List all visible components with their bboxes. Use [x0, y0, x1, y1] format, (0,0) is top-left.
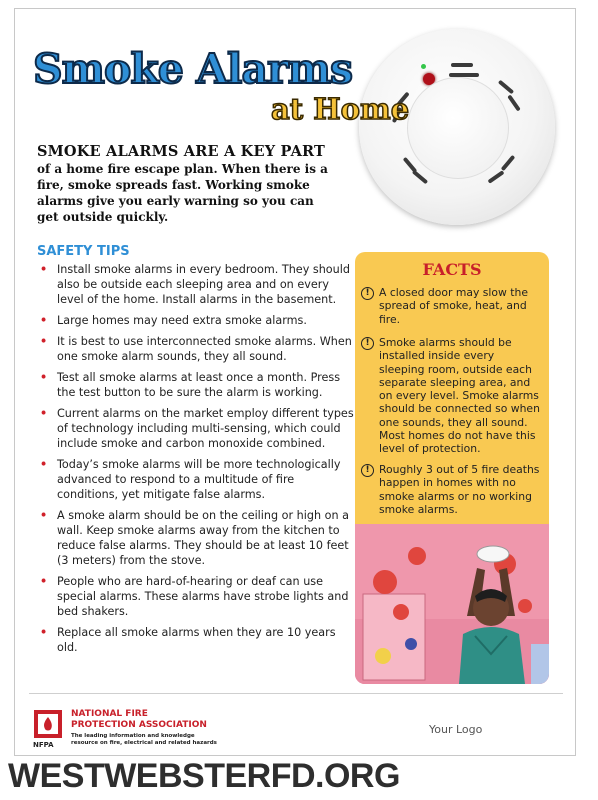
- fact-item: [361, 463, 543, 516]
- intro-body: of a home fire escape plan. When there is a fire, smoke spreads fast. Working smoke alarms give you early warning so you can get outside quickly.: [37, 162, 328, 224]
- fact-text: Smoke alarms should be installed inside every sleeping room, outside each separate sleeping area, and on every level. Smoke alarms should be connected so when one sounds, they all sound. Most homes do not have this level of protection.: [379, 336, 540, 456]
- list-item: • A smoke alarm should be on the ceiling or high on a wall. Keep smoke alarms away from the kitchen to reduce false alarms. They should be at least 10 feet (3 meters) from the stove.: [37, 508, 357, 568]
- list-item: • Today’s smoke alarms will be more technologically advanced to respond to a multitude of fire conditions, yet mitigate false alarms.: [37, 457, 357, 502]
- exclamation-icon: !: [361, 464, 374, 477]
- list-item: • Test all smoke alarms at least once a month. Press the test button to be sure the alarm is working.: [37, 370, 357, 400]
- fact-text: A closed door may slow the spread of smoke, heat, and fire.: [379, 286, 529, 326]
- fact-item: [361, 336, 543, 456]
- fact-text: Roughly 3 out of 5 fire deaths happen in homes with no smoke alarms or no working smoke alarms.: [379, 463, 540, 516]
- page-subtitle: at Home: [271, 92, 410, 126]
- org-name: NATIONAL FIRE PROTECTION ASSOCIATION: [71, 709, 207, 730]
- list-item: • People who are hard-of-hearing or deaf can use special alarms. These alarms have strobe lights and bed shakers.: [37, 574, 357, 619]
- site-watermark: WESTWEBSTERFD.ORG: [8, 757, 400, 795]
- illustration-art: [355, 524, 549, 684]
- person-testing-alarm-illustration: [355, 524, 549, 684]
- facts-heading: FACTS: [422, 260, 482, 279]
- green-led: [421, 64, 426, 69]
- list-item: • Current alarms on the market employ different types of technology including multi-sensing, which could include smoke and carbon monoxide combined.: [37, 406, 357, 451]
- list-item: • Replace all smoke alarms when they are 10 years old.: [37, 625, 357, 655]
- safety-tips-list: [37, 262, 357, 655]
- exclamation-icon: !: [361, 287, 374, 300]
- smoke-detector-image: [359, 29, 555, 225]
- org-tagline: The leading information and knowledge resource on fire, electrical and related hazards: [71, 733, 217, 746]
- intro-heading: SMOKE ALARMS ARE A KEY PART: [37, 143, 326, 160]
- page-title: Smoke Alarms: [33, 45, 353, 93]
- nfpa-logo-icon: [33, 709, 63, 743]
- list-item: • Install smoke alarms in every bedroom. They should also be outside each sleeping area and on every level of the home. Install alarms in the basement.: [37, 262, 357, 307]
- facts-box: [355, 252, 549, 524]
- list-item: • It is best to use interconnected smoke alarms. When one smoke alarm sounds, they all sound.: [37, 334, 357, 364]
- fact-sheet: [14, 8, 576, 756]
- list-item: • Large homes may need extra smoke alarms.: [37, 313, 357, 328]
- detector-center: [407, 77, 509, 179]
- nfpa-wordmark: NFPA: [33, 741, 54, 749]
- footer-divider: [29, 693, 563, 694]
- intro-section: [37, 143, 337, 225]
- exclamation-icon: !: [361, 337, 374, 350]
- fact-item: [361, 286, 543, 326]
- safety-tips-heading: SAFETY TIPS: [37, 244, 130, 259]
- your-logo-placeholder: Your Logo: [429, 723, 483, 736]
